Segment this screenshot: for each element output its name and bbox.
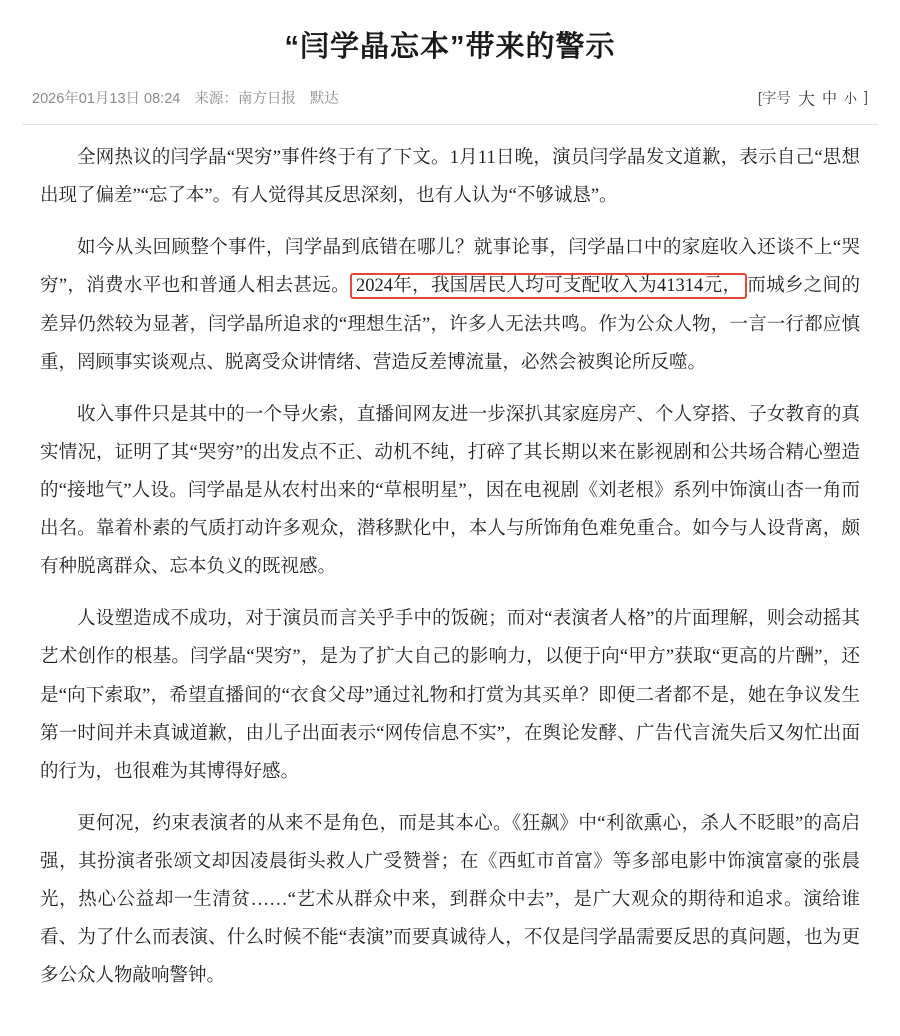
font-size-large-button[interactable]: 大 (797, 90, 815, 110)
source-name: 南方日报 (237, 91, 296, 108)
paragraph-2 (40, 229, 860, 381)
paragraph-3 (40, 396, 860, 587)
page-title: “闫学晶忘本”带来的警示 (284, 31, 616, 63)
source-label: 来源： (194, 91, 238, 108)
article-meta-bar (22, 81, 878, 125)
paragraph-text: 人设塑造成不成功，对于演员而言关乎手中的饭碗；而对“表演者人格”的片面理解，则会动摇其艺术创作的根基。闫学晶“哭穷”，是为了扩大自己的影响力，以便于向“甲方”获取“更高的片酬”，还是“向下索取”，希望直播间的“衣食父母”通过礼物和打赏为其买单？即便二者都不是，她在争议发生第一时间并未真诚道歉，由儿子出面表示“网传信息不实”，在舆论发酵、广告代言流失后又匆忙出面的行为，也很难为其博得好感。 (40, 609, 860, 782)
paragraph-text: 收入事件只是其中的一个导火索，直播间网友进一步深扒其家庭房产、个人穿搭、子女教育的真实情况，证明了其“哭穷”的出发点不正、动机不纯，打碎了其长期以来在影视剧和公共场合精心塑造的“接地气”人设。闫学晶是从农村出来的“草根明星”，因在电视剧《刘老根》系列中饰演山杏一角而出名。靠着朴素的气质打动许多观众，潜移默化中，本人与所饰角色难免重合。如今与人设背离，颇有种脱离群众、忘本负义的既视感。 (40, 404, 860, 578)
publish-date: 2026年01月13日 08:24 (32, 91, 181, 108)
source-group (194, 87, 296, 108)
paragraph-text: 更何况，约束表演者的从来不是角色，而是其本心。《狂飙》中“利欲熏心，杀人不眨眼”的高启强，其扮演者张颂文却因凌晨街头救人广受赞誉；在《西虹市首富》等多部电影中饰演富豪的张晨光，热心公益却一生清贫……“艺术从群众中来，到群众中去”，是广大观众的期待和追求。演给谁看、为了什么而表演、什么时候不能“表演”而要真诚待人，不仅是闫学晶需要反思的真问题，也为更多公众人物敲响警钟。 (40, 813, 860, 987)
font-size-small-button[interactable]: 小 (843, 91, 857, 107)
paragraph-1 (40, 139, 860, 215)
font-size-bracket-close: ] (863, 89, 868, 106)
paragraph-text: 而城乡之间的差异仍然较为显著，闫学晶所追求的“理想生活”，许多人无法共鸣。作为公众人物，一言一行都应慎重，罔顾事实谈观点、脱离受众讲情绪、营造反差博流量，必然会被舆论所反噬。 (40, 276, 860, 373)
paragraph-5 (40, 805, 860, 996)
author-name: 默达 (309, 91, 339, 108)
font-size-medium-button[interactable]: 中 (821, 90, 837, 108)
meta-left-group (32, 87, 339, 108)
highlighted-statistic: 2024年，我国居民人均可支配收入为41314元， (350, 273, 747, 299)
article-page (0, 18, 900, 1029)
paragraph-text: 如今从头回顾整个事件，闫学晶到底错在哪儿？就事论事，闫学晶口中的家庭收入还谈不上“哭穷”，消费水平也和普通人相去甚远。 (40, 238, 860, 297)
font-size-control (758, 85, 868, 110)
font-size-label: [字号 (757, 91, 791, 108)
paragraph-4 (40, 600, 860, 791)
paragraph-text: 全网热议的闫学晶“哭穷”事件终于有了下文。1月11日晚，演员闫学晶发文道歉，表示自己“思想出现了偏差”“忘了本”。有人觉得其反思深刻，也有人认为“不够诚恳”。 (40, 148, 860, 207)
article-body (22, 137, 878, 1029)
